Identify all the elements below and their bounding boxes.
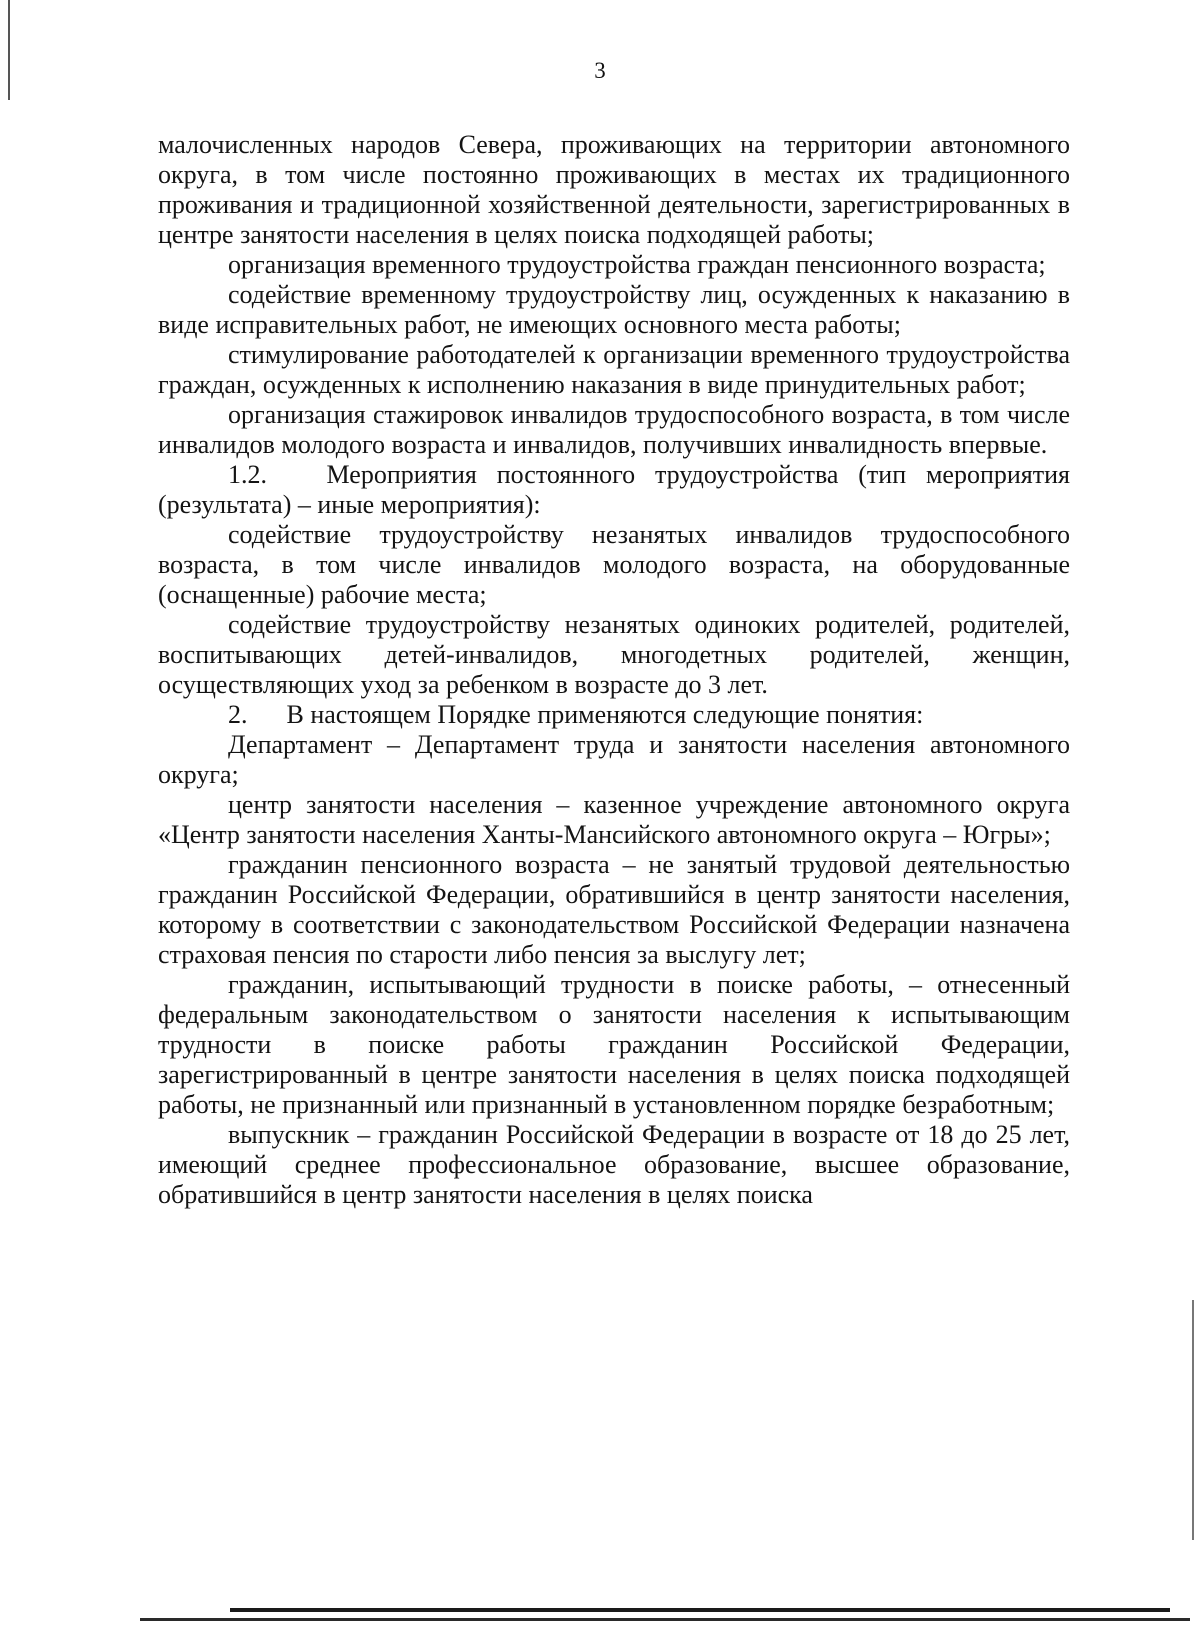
paragraph: гражданин пенсионного возраста – не занятый трудовой деятельностью гражданин Российской Федерации, обратившийся в центр занятости населения, которому в соответствии с законодательством Российской Федерации назначена страховая пенсия по старости либо пенсия за выслугу лет; (158, 850, 1070, 969)
paragraph: гражданин, испытывающий трудности в поиске работы, – отнесенный федеральным законодательством о занятости населения к испытывающим трудности в поиске работы гражданин Российской Федерации, зарегистрированный в центре занятости населения в целях поиска подходящей работы, не признанный или признанный в установленном порядке безработным; (158, 970, 1070, 1119)
scan-edge-mark (1192, 1300, 1194, 1540)
page-number: 3 (594, 58, 606, 83)
scan-bottom-rule (140, 1618, 1190, 1621)
paragraph: 1.2. Мероприятия постоянного трудоустройства (тип мероприятия (результата) – иные мероприятия): (158, 460, 1070, 519)
paragraph: центр занятости населения – казенное учреждение автономного округа «Центр занятости населения Ханты-Мансийского автономного округа – Югры»; (158, 790, 1070, 849)
paragraph: содействие временному трудоустройству лиц, осужденных к наказанию в виде исправительных работ, не имеющих основного места работы; (158, 280, 1070, 339)
paragraph: малочисленных народов Севера, проживающих на территории автономного округа, в том числе постоянно проживающих в местах их традиционного проживания и традиционной хозяйственной деятельности, зарегистрированных в центре занятости населения в целях поиска подходящей работы; (158, 130, 1070, 249)
paragraph: стимулирование работодателей к организации временного трудоустройства граждан, осужденных к исполнению наказания в виде принудительных работ; (158, 340, 1070, 399)
paragraph: содействие трудоустройству незанятых инвалидов трудоспособного возраста, в том числе инвалидов молодого возраста, на оборудованные (оснащенные) рабочие места; (158, 520, 1070, 609)
paragraph: Департамент – Департамент труда и занятости населения автономного округа; (158, 730, 1070, 789)
paragraph: организация стажировок инвалидов трудоспособного возраста, в том числе инвалидов молодого возраста и инвалидов, получивших инвалидность впервые. (158, 400, 1070, 459)
paragraph: 2. В настоящем Порядке применяются следующие понятия: (228, 700, 924, 729)
scan-edge-mark (8, 0, 10, 100)
scan-bottom-rule (230, 1608, 1170, 1612)
paragraph: содействие трудоустройству незанятых одиноких родителей, родителей, воспитывающих детей-инвалидов, многодетных родителей, женщин, осуществляющих уход за ребенком в возрасте до 3 лет. (158, 610, 1070, 699)
document-body (158, 130, 1070, 1210)
paragraph: организация временного трудоустройства граждан пенсионного возраста; (228, 250, 1046, 279)
paragraph: выпускник – гражданин Российской Федерации в возрасте от 18 до 25 лет, имеющий среднее профессиональное образование, высшее образование, обратившийся в центр занятости населения в целях поиска (158, 1120, 1070, 1209)
